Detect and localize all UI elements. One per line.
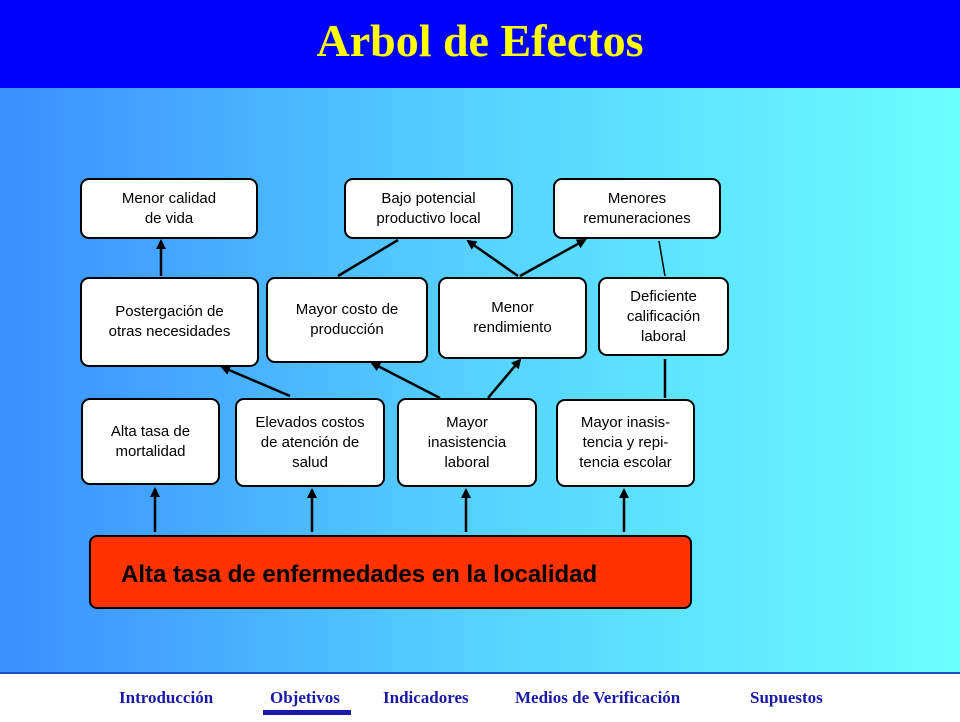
root-problem-box: Alta tasa de enfermedades en la localidad bbox=[89, 535, 692, 609]
effect-deficiente-calificacion: Deficiente calificación laboral bbox=[598, 277, 729, 356]
nav-medios-de-verificacion[interactable]: Medios de Verificación bbox=[515, 688, 681, 707]
nav-active-underline bbox=[263, 710, 351, 715]
effect-menor-calidad-de-vida: Menor calidad de vida bbox=[80, 178, 258, 239]
effect-alta-tasa-mortalidad: Alta tasa de mortalidad bbox=[81, 398, 220, 485]
nav-supuestos[interactable]: Supuestos bbox=[750, 688, 823, 707]
effect-bajo-potencial-productivo: Bajo potencial productivo local bbox=[344, 178, 513, 239]
effect-mayor-inasistencia-escolar: Mayor inasis- tencia y repi- tencia escolar bbox=[556, 399, 695, 487]
effect-menor-rendimiento: Menor rendimiento bbox=[438, 277, 587, 359]
effect-mayor-inasistencia-laboral: Mayor inasistencia laboral bbox=[397, 398, 537, 487]
nav-objetivos[interactable]: Objetivos bbox=[270, 688, 340, 707]
effect-menores-remuneraciones: Menores remuneraciones bbox=[553, 178, 721, 239]
effect-postergacion-necesidades: Postergación de otras necesidades bbox=[80, 277, 259, 367]
page-title: Arbol de Efectos bbox=[316, 15, 644, 66]
effect-elevados-costos-salud: Elevados costos de atención de salud bbox=[235, 398, 385, 487]
nav-introduccion[interactable]: Introducción bbox=[119, 688, 214, 707]
nav-indicadores[interactable]: Indicadores bbox=[383, 688, 469, 707]
effect-mayor-costo-produccion: Mayor costo de producción bbox=[266, 277, 428, 363]
